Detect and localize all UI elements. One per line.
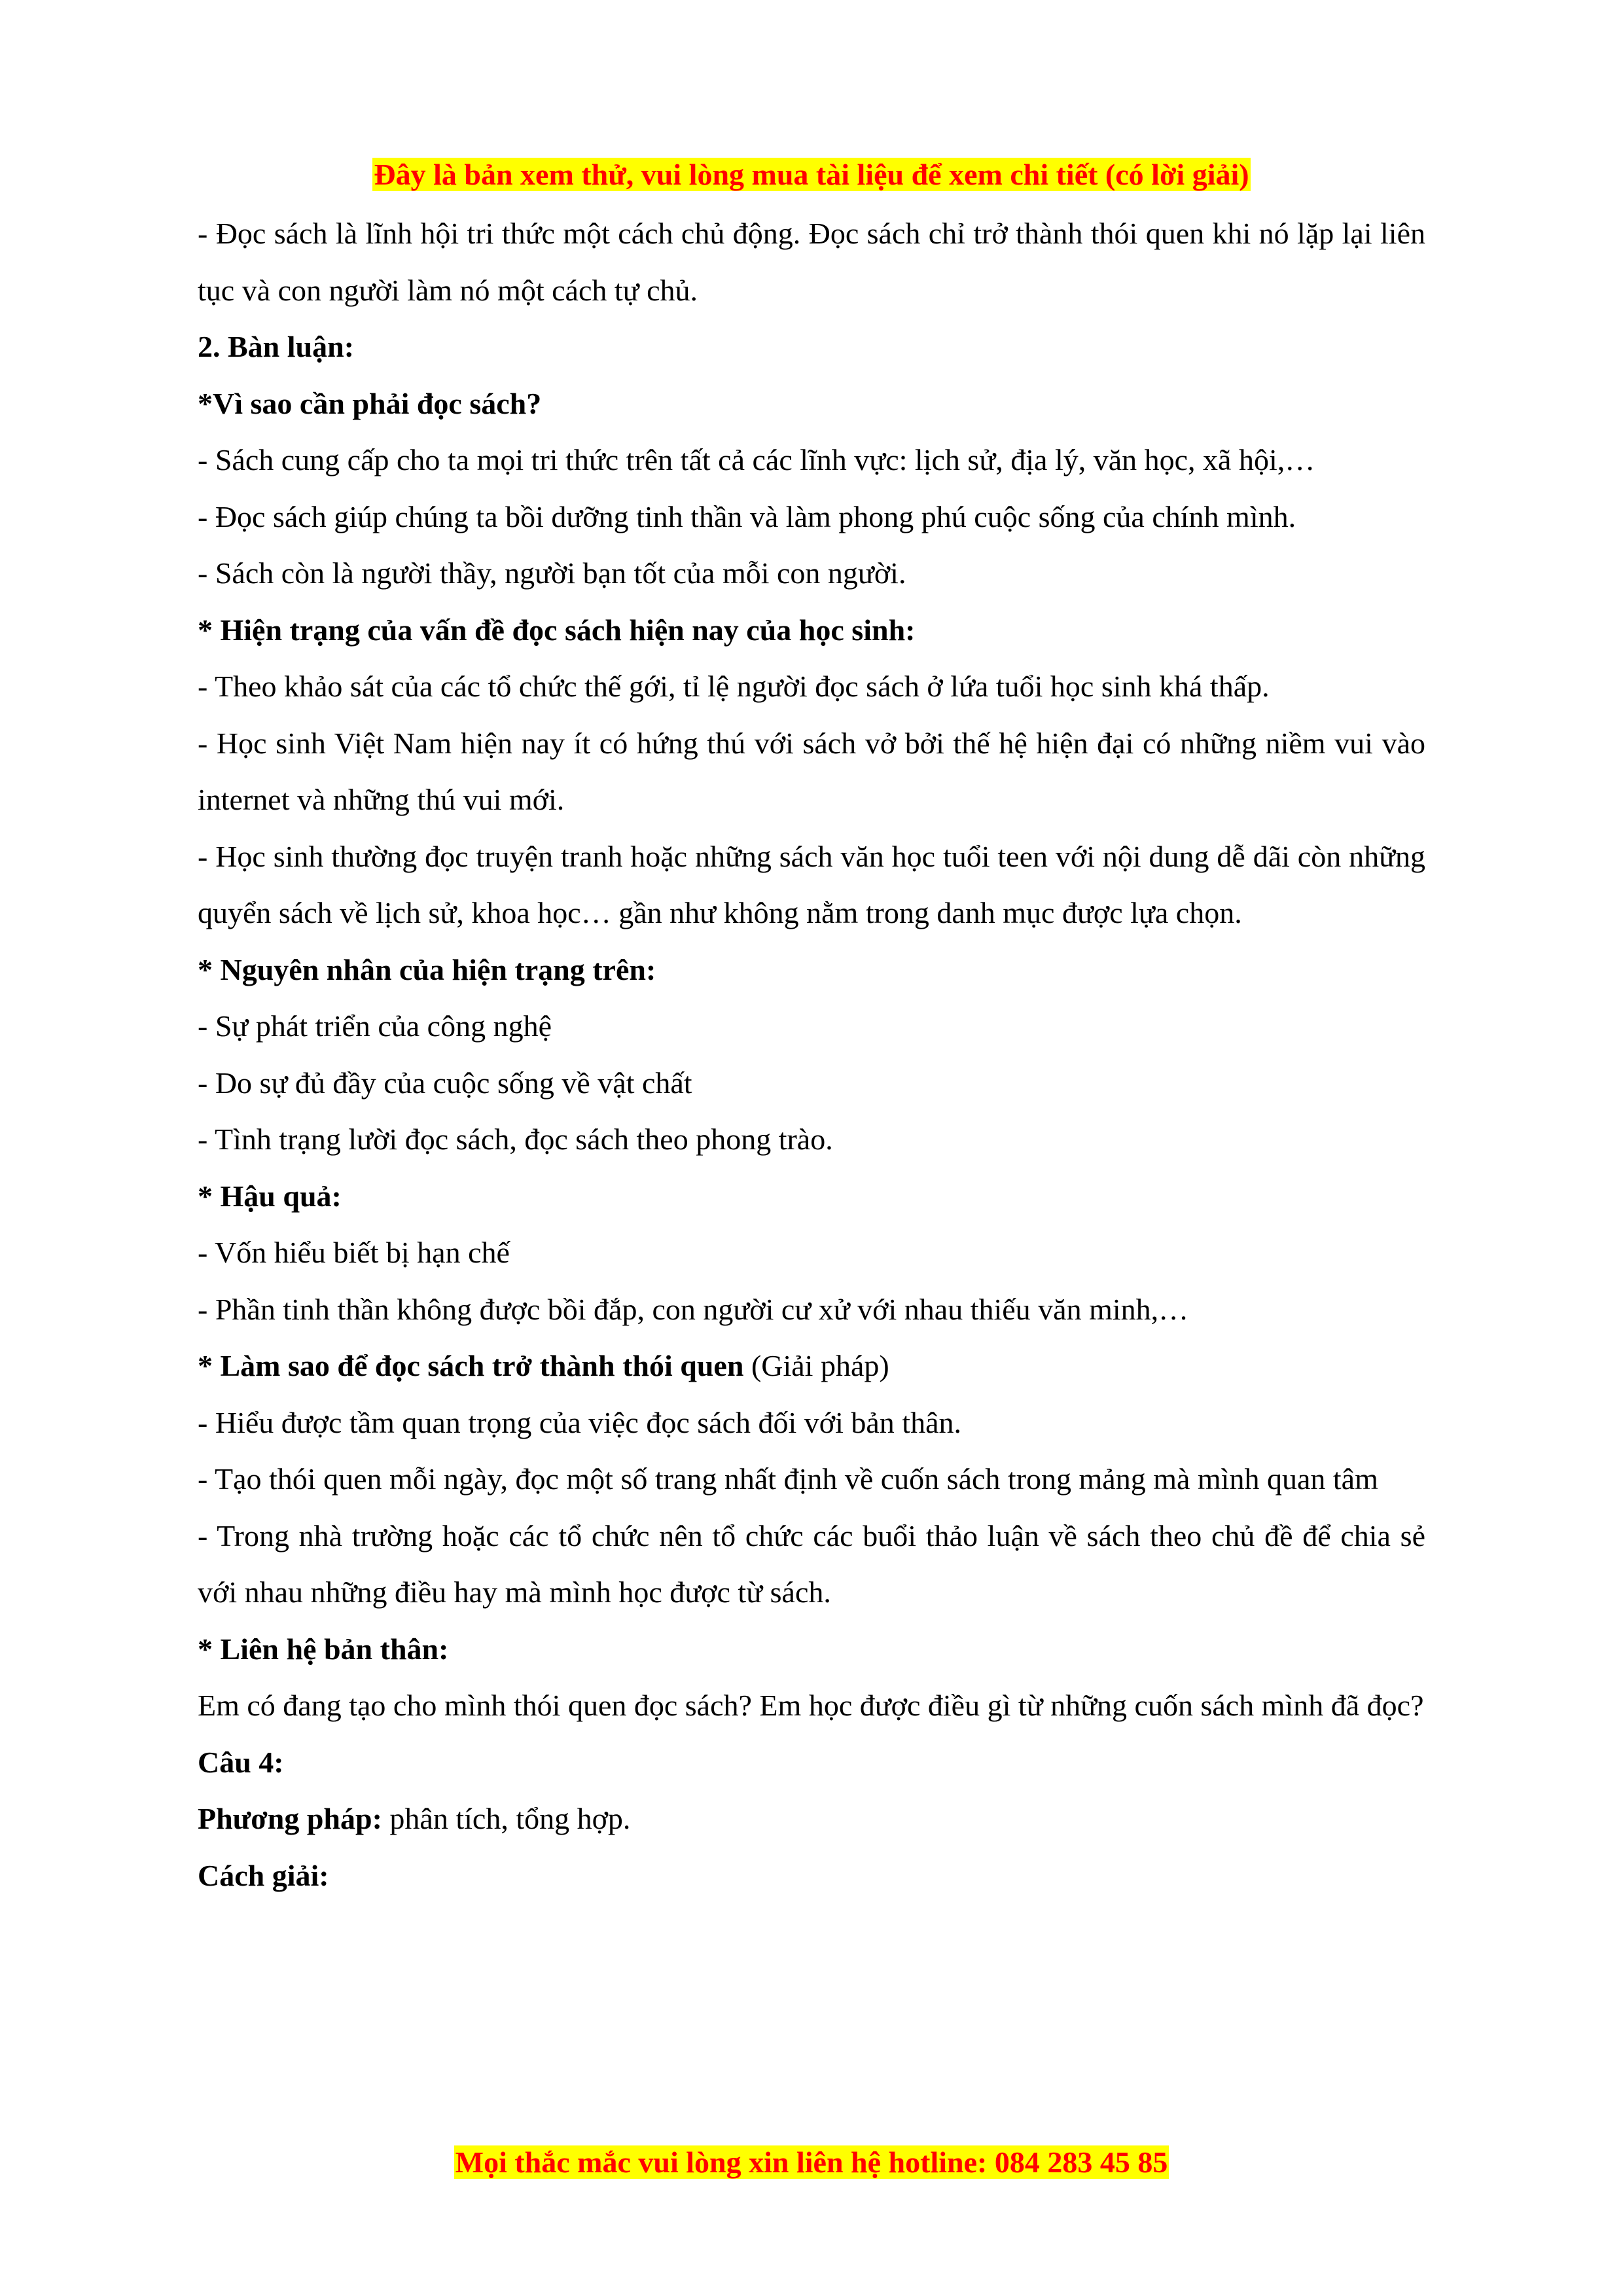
paragraph: - Tạo thói quen mỗi ngày, đọc một số trang nhất định về cuốn sách trong mảng mà mình quan tâm [198,1462,1378,1496]
paragraph: - Đọc sách là lĩnh hội tri thức một cách chủ động. Đọc sách chỉ trở thành thói quen khi nó lặp lại liên tục và con người làm nó một cách tự chủ. [198,217,1425,307]
paragraph: - Vốn hiểu biết bị hạn chế [198,1236,510,1269]
paragraph: - Học sinh thường đọc truyện tranh hoặc những sách văn học tuổi teen với nội dung dễ dãi còn những quyển sách về lịch sử, khoa học… gần như không nằm trong danh mục được lựa chọn. [198,839,1425,929]
preview-notice-text: Đây là bản xem thử, vui lòng mua tài liệu để xem chi tiết (có lời giải) [374,158,1249,191]
hotline-notice-text: Mọi thắc mắc vui lòng xin liên hệ hotline: 084 283 45 85 [455,2145,1168,2179]
sub-heading: *Vì sao cần phải đọc sách? [198,386,542,420]
document-body [198,206,1425,1904]
paragraph: - Trong nhà trường hoặc các tổ chức nên tổ chức các buổi thảo luận về sách theo chủ đề để chia sẻ với nhau những điều hay mà mình học được từ sách. [198,1518,1425,1609]
paragraph: - Đọc sách giúp chúng ta bồi dưỡng tinh thần và làm phong phú cuộc sống của chính mình. [198,499,1296,533]
paragraph: - Do sự đủ đầy của cuộc sống về vật chất [198,1066,692,1100]
paragraph: - Sách còn là người thầy, người bạn tốt của mỗi con người. [198,556,906,590]
sub-heading-solution [198,1338,1425,1395]
method-line [198,1791,1425,1848]
sub-heading: * Liên hệ bản thân: [198,1632,449,1666]
paragraph: - Tình trạng lười đọc sách, đọc sách theo phong trào. [198,1122,833,1156]
sub-heading-solution-note: (Giải pháp) [743,1349,889,1382]
paragraph: - Hiểu được tầm quan trọng của việc đọc sách đối với bản thân. [198,1405,962,1439]
sub-heading: * Nguyên nhân của hiện trạng trên: [198,952,656,986]
sub-heading-solution-bold: * Làm sao để đọc sách trở thành thói quen [198,1349,744,1382]
paragraph: - Sách cung cấp cho ta mọi tri thức trên tất cả các lĩnh vực: lịch sử, địa lý, văn học, xã hội,… [198,443,1315,476]
question-heading: Câu 4: [198,1745,284,1779]
preview-notice-banner [0,155,1623,194]
paragraph: - Theo khảo sát của các tổ chức thế gới, tỉ lệ người đọc sách ở lứa tuổi học sinh khá thấp. [198,670,1270,703]
hotline-notice-banner [0,2143,1623,2182]
section-heading: 2. Bàn luận: [198,330,355,363]
paragraph: - Phần tinh thần không được bồi đắp, con người cư xử với nhau thiếu văn minh,… [198,1292,1189,1326]
sub-heading: * Hiện trạng của vấn đề đọc sách hiện nay của học sinh: [198,613,916,647]
paragraph: Em có đang tạo cho mình thói quen đọc sách? Em học được điều gì từ những cuốn sách mình đã đọc? [198,1689,1424,1722]
method-label: Phương pháp: [198,1802,382,1835]
paragraph: - Học sinh Việt Nam hiện nay ít có hứng thú với sách vở bởi thế hệ hiện đại có những niềm vui vào internet và những thú vui mới. [198,726,1425,816]
solution-heading: Cách giải: [198,1858,329,1892]
method-text: phân tích, tổng hợp. [382,1802,631,1835]
paragraph: - Sự phát triển của công nghệ [198,1009,552,1043]
sub-heading: * Hậu quả: [198,1179,342,1213]
